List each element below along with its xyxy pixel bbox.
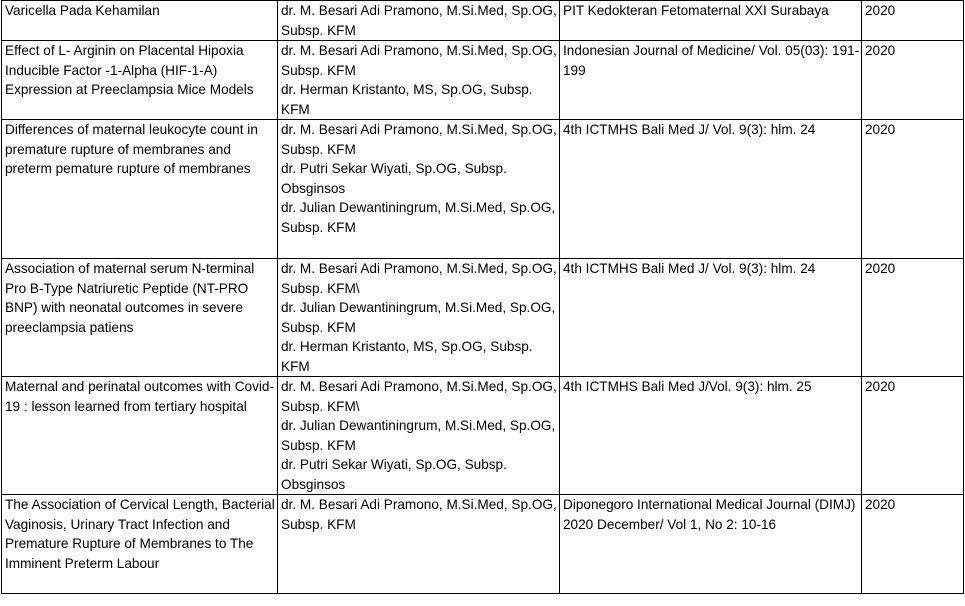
author-line: dr. Herman Kristanto, MS, Sp.OG, Subsp. KFM: [281, 82, 533, 117]
author-line: dr. M. Besari Adi Pramono, M.Si.Med, Sp.OG, Subsp. KFM\: [281, 379, 557, 414]
author-line: dr. Herman Kristanto, MS, Sp.OG, Subsp. KFM: [281, 339, 533, 374]
author-line: dr. Putri Sekar Wiyati, Sp.OG, Subsp. Obsginsos: [281, 457, 507, 492]
author-line: dr. M. Besari Adi Pramono, M.Si.Med, Sp.OG, Subsp. KFM: [281, 122, 557, 157]
authors-cell: [278, 377, 560, 495]
table-row: [2, 495, 964, 594]
author-line: dr. M. Besari Adi Pramono, M.Si.Med, Sp.OG, Subsp. KFM: [281, 43, 557, 78]
authors-cell: [278, 259, 560, 377]
author-line: dr. M. Besari Adi Pramono, M.Si.Med, Sp.OG, Subsp. KFM: [281, 3, 557, 38]
publication-cell: 4th ICTMHS Bali Med J/ Vol. 9(3): hlm. 24: [560, 259, 862, 377]
author-line: dr. M. Besari Adi Pramono, M.Si.Med, Sp.OG, Subsp. KFM\: [281, 261, 557, 296]
year-cell: 2020: [862, 1, 964, 41]
table-row: [2, 1, 964, 41]
table-row: [2, 120, 964, 259]
table-row: [2, 377, 964, 495]
publication-cell: PIT Kedokteran Fetomaternal XXI Surabaya: [560, 1, 862, 41]
author-line: dr. Putri Sekar Wiyati, Sp.OG, Subsp. Obsginsos: [281, 161, 507, 196]
author-line: dr. Julian Dewantiningrum, M.Si.Med, Sp.OG, Subsp. KFM: [281, 418, 556, 453]
publication-cell: 4th ICTMHS Bali Med J/Vol. 9(3): hlm. 25: [560, 377, 862, 495]
author-line: dr. M. Besari Adi Pramono, M.Si.Med, Sp.OG, Subsp. KFM: [281, 497, 557, 532]
publication-cell: Diponegoro International Medical Journal (DIMJ) 2020 December/ Vol 1, No 2: 10-16: [560, 495, 862, 594]
title-cell: Association of maternal serum N-terminal Pro B-Type Natriuretic Peptide (NT-PRO BNP) with neonatal outcomes in severe preeclampsia patiens: [2, 259, 278, 377]
table-row: [2, 259, 964, 377]
authors-cell: [278, 495, 560, 594]
authors-cell: [278, 120, 560, 259]
title-cell: Maternal and perinatal outcomes with Covid-19 : lesson learned from tertiary hospital: [2, 377, 278, 495]
author-line: dr. Julian Dewantiningrum, M.Si.Med, Sp.OG, Subsp. KFM: [281, 200, 556, 235]
publication-cell: 4th ICTMHS Bali Med J/ Vol. 9(3): hlm. 24: [560, 120, 862, 259]
author-line: dr. Julian Dewantiningrum, M.Si.Med, Sp.OG, Subsp. KFM: [281, 300, 556, 335]
year-cell: 2020: [862, 120, 964, 259]
title-cell: Effect of L- Arginin on Placental Hipoxia Inducible Factor -1-Alpha (HIF-1-A) Expression at Preeclampsia Mice Models: [2, 41, 278, 120]
title-cell: Differences of maternal leukocyte count in premature rupture of membranes and preterm pemature rupture of membranes: [2, 120, 278, 259]
title-cell: Varicella Pada Kehamilan: [2, 1, 278, 41]
publication-cell: Indonesian Journal of Medicine/ Vol. 05(03): 191-199: [560, 41, 862, 120]
year-cell: 2020: [862, 41, 964, 120]
table-row: [2, 41, 964, 120]
year-cell: 2020: [862, 259, 964, 377]
title-cell: The Association of Cervical Length, Bacterial Vaginosis, Urinary Tract Infection and Premature Rupture of Membranes to The Imminent Preterm Labour: [2, 495, 278, 594]
authors-cell: [278, 41, 560, 120]
authors-cell: [278, 1, 560, 41]
publications-table: [1, 0, 964, 594]
year-cell: 2020: [862, 495, 964, 594]
year-cell: 2020: [862, 377, 964, 495]
